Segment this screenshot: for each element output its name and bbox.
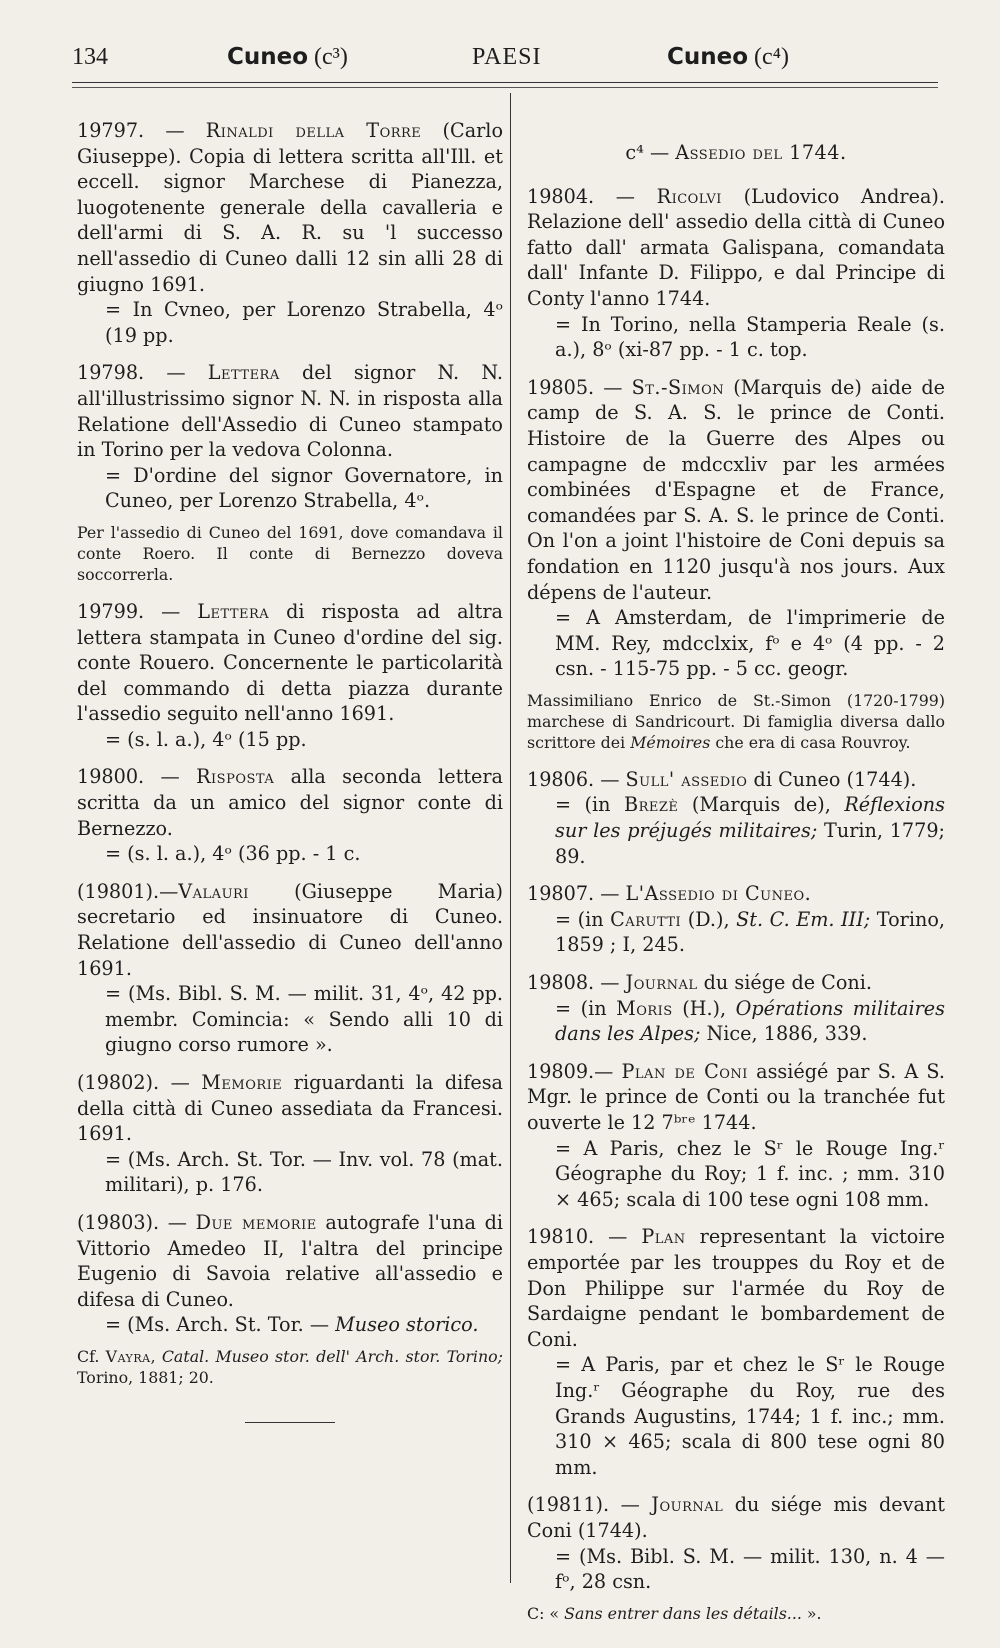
entry-19801: (19801).—Valauri (Giuseppe Maria) secretario ed insinuatore di Cuneo. Relatione dell'assedio di Cuneo dell'anno 1691. = (Ms. Bibl. S. M. — milit. 31, 4ᵒ, 42 pp. membr. Comincia: « Sendo alli 10 di giugno corso rumore ». bbox=[77, 879, 503, 1057]
entry-imprint: = (Ms. Bibl. S. M. — milit. 130, n. 4 — fᵒ, 28 csn. bbox=[555, 1544, 945, 1594]
entry-imprint: = (Ms. Arch. St. Tor. — Inv. vol. 78 (mat. militari), p. 176. bbox=[105, 1147, 503, 1197]
entry-19797: 19797. — Rinaldi della Torre (Carlo Giuseppe). Copia di lettera scritta all'Ill. et eccell. signor Marchese di Pianezza, luogotenente generale della cavalleria e dell'armi di S. A. R. su 'l successo nell'assedio di Cuneo dalli 12 sin alli 28 di giugno 1691. = In Cvneo, per Lorenzo Strabella, 4ᵒ (19 pp. bbox=[77, 119, 503, 347]
right-column bbox=[527, 118, 945, 1638]
entry-19809: 19809.— Plan de Coni assiégé par S. A S. Mgr. le prince de Conti ou la tranchée fut ouverte le 12 7ᵇʳᵉ 1744. = A Paris, chez le Sʳ le Rouge Ing.ʳ Géographe du Roy; 1 f. inc. ; mm. 310 × 465; scala di 100 tese ogni 108 mm. bbox=[527, 1059, 945, 1211]
column-divider bbox=[510, 93, 511, 1583]
entry-19808: 19808. — Journal du siége de Coni. = (in Moris (H.), Opérations militaires dans les Alpes; Nice, 1886, 339. bbox=[527, 971, 945, 1046]
entry-19804: 19804. — Ricolvi (Ludovico Andrea). Relazione dell' assedio della città di Cuneo fatto dall' armata Galispana, comandata dall' Infante D. Filippo, e dal Principe di Conty l'anno 1744. = In Torino, nella Stamperia Reale (s. a.), 8ᵒ (xi-87 pp. - 1 c. top. bbox=[527, 184, 945, 362]
entry-note: Massimiliano Enrico de St.-Simon (1720-1799) marchese di Sandricourt. Di famiglia diversa dallo scrittore dei Mémoires che era di casa Rouvroy. bbox=[527, 690, 945, 752]
entry-imprint: = (in Carutti (D.), St. C. Em. III; Torino, 1859 ; I, 245. bbox=[555, 907, 945, 957]
entry-note: Cf. Vayra, Catal. Museo stor. dell' Arch. stor. Torino; Torino, 1881; 20. bbox=[77, 1346, 503, 1387]
entry-19802: (19802). — Memorie riguardanti la difesa della città di Cuneo assediata da Francesi. 1691. = (Ms. Arch. St. Tor. — Inv. vol. 78 (mat. militari), p. 176. bbox=[77, 1071, 503, 1197]
entry-19799: 19799. — Lettera di risposta ad altra lettera stampata in Cuneo d'ordine del sig. conte Rouero. Concernente le particolarità del commando di detta piazza durante l'assedio seguito nell'anno 1691. = (s. l. a.), 4ᵒ (15 pp. bbox=[77, 599, 503, 751]
entry-imprint: = D'ordine del signor Governatore, in Cuneo, per Lorenzo Strabella, 4ᵒ. bbox=[105, 463, 503, 513]
entry-imprint: = A Amsterdam, de l'imprimerie de MM. Rey, mdcclxix, fᵒ e 4ᵒ (4 pp. - 2 csn. - 115-75 pp. - 5 cc. geogr. bbox=[555, 606, 945, 681]
section-heading: c⁴ — Assedio del 1744. bbox=[625, 141, 847, 164]
running-header bbox=[72, 44, 938, 80]
entry-imprint: = (s. l. a.), 4ᵒ (15 pp. bbox=[105, 727, 307, 751]
entry-19803: (19803). — Due memorie autografe l'una di Vittorio Amedeo II, l'altra del principe Eugenio di Savoia relative all'assedio e difesa di Cuneo. = (Ms. Arch. St. Tor. — Museo storico. bbox=[77, 1210, 503, 1337]
entry-note: C: « Sans entrer dans les détails... ». bbox=[527, 1603, 822, 1623]
entry-imprint: = (in Moris (H.), Opérations militaires dans les Alpes; Nice, 1886, 339. bbox=[555, 996, 945, 1046]
entry-19810: 19810. — Plan representant la victoire emportée par les trouppes du Roy et de Don Philippe sur l'armée du Roy de Sardaigne pendant le bombardement de Coni. = A Paris, par et chez le Sʳ le Rouge Ing.ʳ Géographe du Roy, rue des Grands Augustins, 1744; 1 f. inc.; mm. 310 × 465; scala di 800 tese ogni 80 mm. bbox=[527, 1225, 946, 1479]
entry-19807: 19807. — L'Assedio di Cuneo. = (in Carutti (D.), St. C. Em. III; Torino, 1859 ; I, 245. bbox=[527, 882, 945, 957]
entry-imprint: = (s. l. a.), 4ᵒ (36 pp. - 1 c. bbox=[105, 842, 361, 866]
entry-imprint: = (Ms. Bibl. S. M. — milit. 31, 4ᵒ, 42 pp. membr. Comincia: « Sendo alli 10 di giugno corso rumore ». bbox=[105, 982, 503, 1057]
header-rule-thin bbox=[72, 87, 938, 88]
entry-19811: (19811). — Journal du siége mis devant Coni (1744). = (Ms. Bibl. S. M. — milit. 130, n. 4 — fᵒ, 28 csn. bbox=[527, 1493, 945, 1594]
left-heading: Cuneo (c³) bbox=[227, 44, 348, 70]
entry-19806: 19806. — Sull' assedio di Cuneo (1744). = (in Brezè (Marquis de), Réflexions sur les préjugés militaires; Turin, 1779; 89. bbox=[527, 767, 946, 868]
entry-19798: 19798. — Lettera del signor N. N. all'illustrissimo signor N. N. in risposta alla Relatione dell'Assedio di Cuneo stampato in Torino per la vedova Colonna. = D'ordine del signor Governatore, in Cuneo, per Lorenzo Strabella, 4ᵒ. bbox=[77, 361, 504, 513]
entry-imprint: = A Paris, chez le Sʳ le Rouge Ing.ʳ Géographe du Roy; 1 f. inc. ; mm. 310 × 465; scala di 100 tese ogni 108 mm. bbox=[555, 1136, 945, 1211]
entry-19805: 19805. — St.-Simon (Marquis de) aide de camp de S. A. S. le prince de Conti. Histoire de la Guerre des Alpes ou campagne de mdccxliv par les armées combinées d'Espagne et de France, comandées par S. A. S. le prince de Conti. On l'on a joint l'histoire de Coni depuis sa fondation en 1120 jusqu'à nos jours. Aux dépens de l'auteur. = A Amsterdam, de l'imprimerie de MM. Rey, mdcclxix, fᵒ e 4ᵒ (4 pp. - 2 csn. - 115-75 pp. - 5 cc. geogr. bbox=[527, 375, 945, 681]
end-separator bbox=[245, 1422, 335, 1423]
entry-note: Per l'assedio di Cuneo del 1691, dove comandava il conte Roero. Il conte di Bernezzo doveva soccorrerla. bbox=[77, 522, 503, 584]
entry-imprint: = In Cvneo, per Lorenzo Strabella, 4ᵒ (19 pp. bbox=[105, 298, 503, 347]
entry-imprint: = (in Brezè (Marquis de), Réflexions sur les préjugés militaires; Turin, 1779; 89. bbox=[555, 793, 946, 868]
header-rule bbox=[72, 82, 938, 83]
center-heading: PAESI bbox=[472, 44, 542, 70]
page-number: 134 bbox=[72, 44, 108, 70]
entry-imprint: = (Ms. Arch. St. Tor. — Museo storico. bbox=[105, 1313, 479, 1337]
entry-imprint: = A Paris, par et chez le Sʳ le Rouge Ing.ʳ Géographe du Roy, rue des Grands Augustins, 1744; 1 f. inc.; mm. 310 × 465; scala di 800 tese ogni 80 mm. bbox=[555, 1353, 945, 1479]
entry-19800: 19800. — Risposta alla seconda lettera scritta da un amico del signor conte di Bernezzo. = (s. l. a.), 4ᵒ (36 pp. - 1 c. bbox=[77, 765, 503, 866]
right-heading: Cuneo (c⁴) bbox=[667, 44, 790, 70]
left-column bbox=[77, 118, 503, 1423]
entry-imprint: = In Torino, nella Stamperia Reale (s. a.), 8ᵒ (xi-87 pp. - 1 c. top. bbox=[555, 312, 945, 362]
